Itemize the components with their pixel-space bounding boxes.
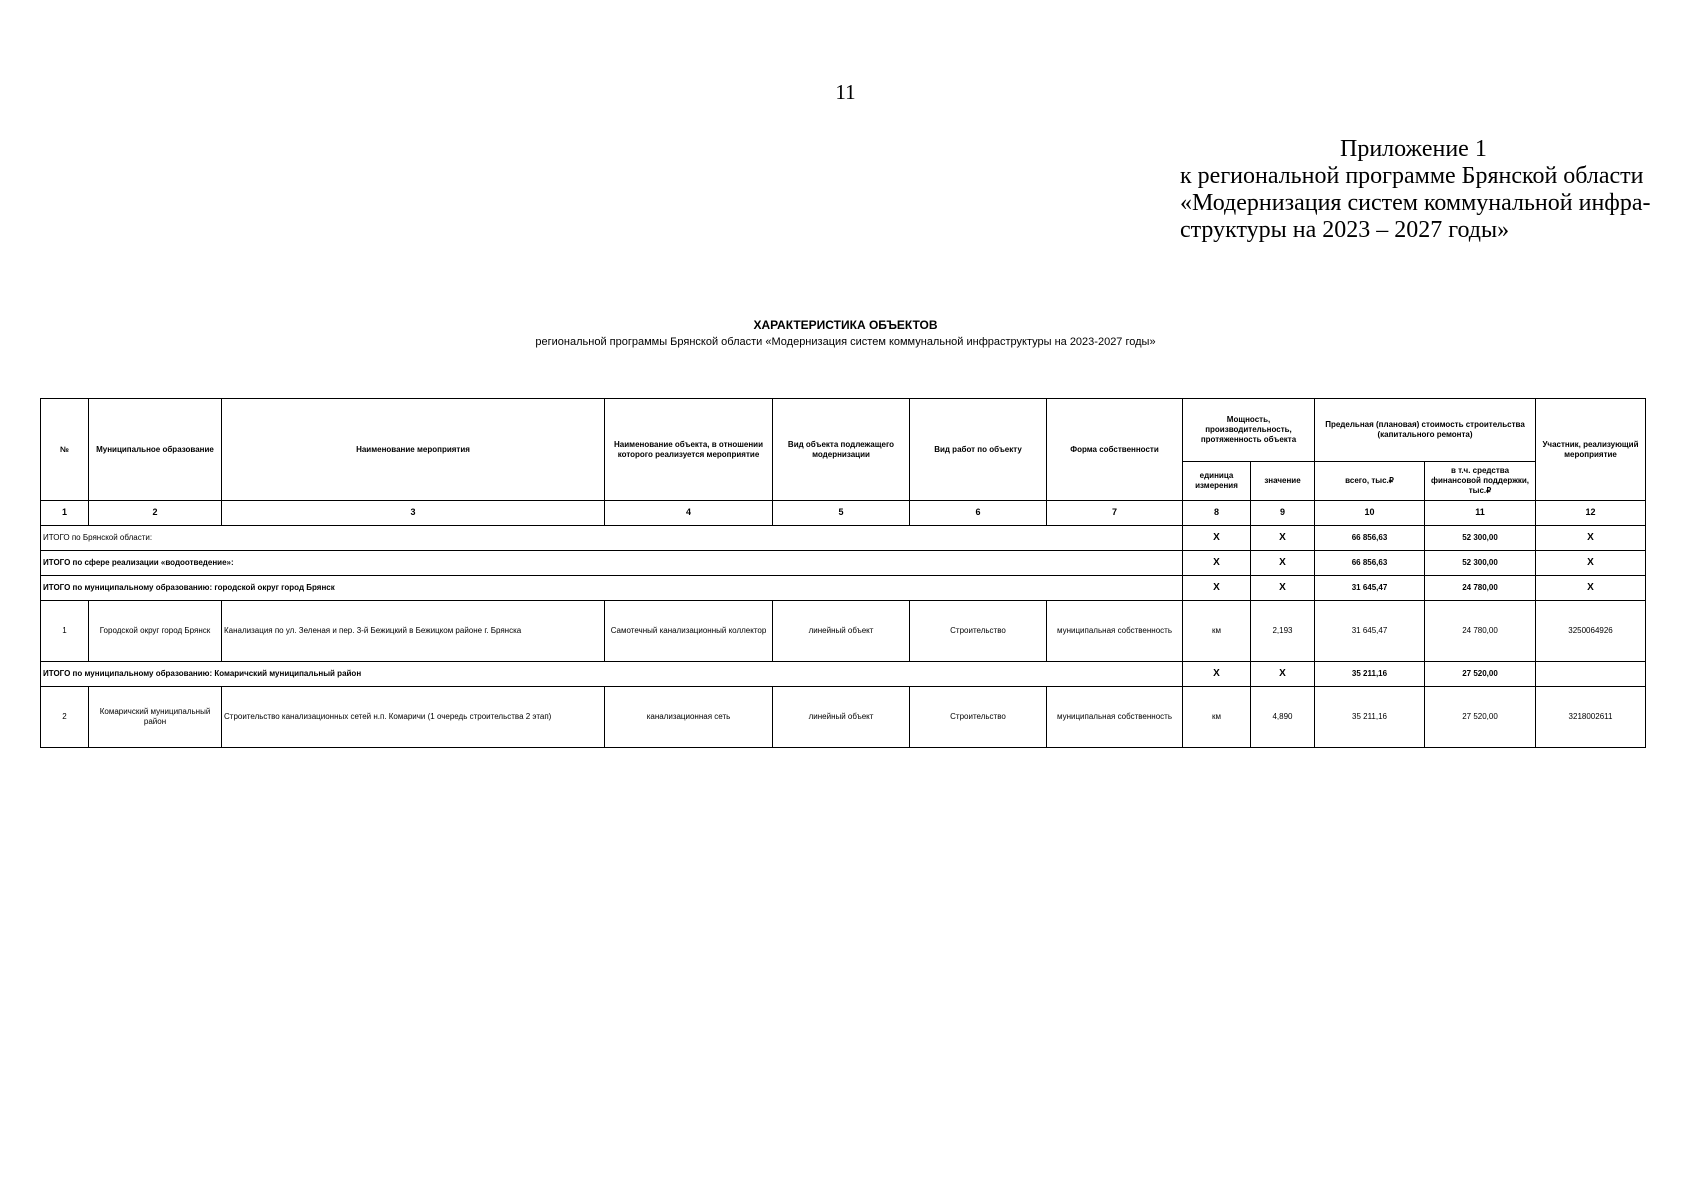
- summary-participant: X: [1536, 551, 1646, 576]
- appendix-line-2: к региональной программе Брянской области: [1180, 163, 1644, 189]
- summary-label: ИТОГО по муниципальному образованию: Комаричский муниципальный район: [41, 662, 1183, 687]
- row-measure: Строительство канализационных сетей н.п. Комаричи (1 очередь строительства 2 этап): [222, 687, 605, 748]
- column-number: 11: [1425, 501, 1536, 526]
- header-row-1: [41, 399, 1646, 462]
- summary-participant: X: [1536, 576, 1646, 601]
- summary-label: ИТОГО по муниципальному образованию: городской округ город Брянск: [41, 576, 1183, 601]
- appendix-line-1: Приложение 1: [1340, 136, 1487, 162]
- appendix-header: [1180, 136, 1670, 244]
- summary-support: 24 780,00: [1425, 576, 1536, 601]
- row-participant: 3250064926: [1536, 601, 1646, 662]
- header-municipality: Муниципальное образование: [89, 399, 222, 501]
- summary-total: 31 645,47: [1315, 576, 1425, 601]
- row-object-type: линейный объект: [773, 601, 910, 662]
- row-work-type: Строительство: [910, 601, 1047, 662]
- header-support: в т.ч. средства финансовой поддержки, тыс.₽: [1425, 462, 1536, 501]
- summary-value: X: [1251, 551, 1315, 576]
- row-unit: км: [1183, 687, 1251, 748]
- summary-participant: X: [1536, 526, 1646, 551]
- summary-row-bryansk: [41, 576, 1646, 601]
- row-total: 35 211,16: [1315, 687, 1425, 748]
- summary-value: X: [1251, 662, 1315, 687]
- row-municipality: Городской округ город Брянск: [89, 601, 222, 662]
- header-value: значение: [1251, 462, 1315, 501]
- document-title: ХАРАКТЕРИСТИКА ОБЪЕКТОВ: [753, 318, 938, 332]
- column-number: 4: [605, 501, 773, 526]
- summary-support: 52 300,00: [1425, 526, 1536, 551]
- row-object: Самотечный канализационный коллектор: [605, 601, 773, 662]
- summary-value: X: [1251, 526, 1315, 551]
- summary-row-komarichi: [41, 662, 1646, 687]
- summary-unit: X: [1183, 662, 1251, 687]
- summary-unit: X: [1183, 576, 1251, 601]
- row-work-type: Строительство: [910, 687, 1047, 748]
- column-number: 5: [773, 501, 910, 526]
- summary-label: ИТОГО по сфере реализации «водоотведение»:: [41, 551, 1183, 576]
- summary-total: 66 856,63: [1315, 551, 1425, 576]
- column-number: 3: [222, 501, 605, 526]
- column-number: 8: [1183, 501, 1251, 526]
- column-number: 10: [1315, 501, 1425, 526]
- row-num: 1: [41, 601, 89, 662]
- row-ownership: муниципальная собственность: [1047, 687, 1183, 748]
- row-support: 24 780,00: [1425, 601, 1536, 662]
- column-number: 1: [41, 501, 89, 526]
- header-object-type: Вид объекта подлежащего модернизации: [773, 399, 910, 501]
- header-cost: Предельная (плановая) стоимость строительства (капитального ремонта): [1315, 399, 1536, 462]
- table-row: [41, 687, 1646, 748]
- appendix-line-3: «Модернизация систем коммунальной инфра-: [1180, 190, 1651, 216]
- page-number: 11: [835, 80, 856, 104]
- appendix-line-4: структуры на 2023 – 2027 годы»: [1180, 217, 1510, 243]
- document-subtitle: региональной программы Брянской области «Модернизация систем коммунальной инфраструктуры на 2023-2027 годы»: [535, 336, 1156, 348]
- header-participant: Участник, реализующий мероприятие: [1536, 399, 1646, 501]
- summary-value: X: [1251, 576, 1315, 601]
- row-measure: Канализация по ул. Зеленая и пер. 3-й Бежицкий в Бежицком районе г. Брянска: [222, 601, 605, 662]
- summary-label: ИТОГО по Брянской области:: [41, 526, 1183, 551]
- summary-row-region: [41, 526, 1646, 551]
- summary-participant: [1536, 662, 1646, 687]
- row-unit: км: [1183, 601, 1251, 662]
- row-total: 31 645,47: [1315, 601, 1425, 662]
- summary-unit: X: [1183, 551, 1251, 576]
- column-number: 7: [1047, 501, 1183, 526]
- header-measure: Наименование мероприятия: [222, 399, 605, 501]
- header-object: Наименование объекта, в отношении которого реализуется мероприятие: [605, 399, 773, 501]
- column-number: 6: [910, 501, 1047, 526]
- header-work-type: Вид работ по объекту: [910, 399, 1047, 501]
- row-support: 27 520,00: [1425, 687, 1536, 748]
- column-number: 2: [89, 501, 222, 526]
- header-capacity: Мощность, производительность, протяженность объекта: [1183, 399, 1315, 462]
- row-ownership: муниципальная собственность: [1047, 601, 1183, 662]
- column-number: 12: [1536, 501, 1646, 526]
- summary-support: 52 300,00: [1425, 551, 1536, 576]
- header-unit: единица измерения: [1183, 462, 1251, 501]
- header-ownership: Форма собственности: [1047, 399, 1183, 501]
- summary-unit: X: [1183, 526, 1251, 551]
- row-value: 4,890: [1251, 687, 1315, 748]
- summary-total: 66 856,63: [1315, 526, 1425, 551]
- column-numbers-row: [41, 501, 1646, 526]
- summary-row-sphere: [41, 551, 1646, 576]
- row-num: 2: [41, 687, 89, 748]
- table-row: [41, 601, 1646, 662]
- objects-table: [40, 398, 1646, 748]
- summary-support: 27 520,00: [1425, 662, 1536, 687]
- header-num: №: [41, 399, 89, 501]
- row-object-type: линейный объект: [773, 687, 910, 748]
- row-object: канализационная сеть: [605, 687, 773, 748]
- summary-total: 35 211,16: [1315, 662, 1425, 687]
- row-municipality: Комаричский муниципальный район: [89, 687, 222, 748]
- row-value: 2,193: [1251, 601, 1315, 662]
- row-participant: 3218002611: [1536, 687, 1646, 748]
- column-number: 9: [1251, 501, 1315, 526]
- header-total: всего, тыс.₽: [1315, 462, 1425, 501]
